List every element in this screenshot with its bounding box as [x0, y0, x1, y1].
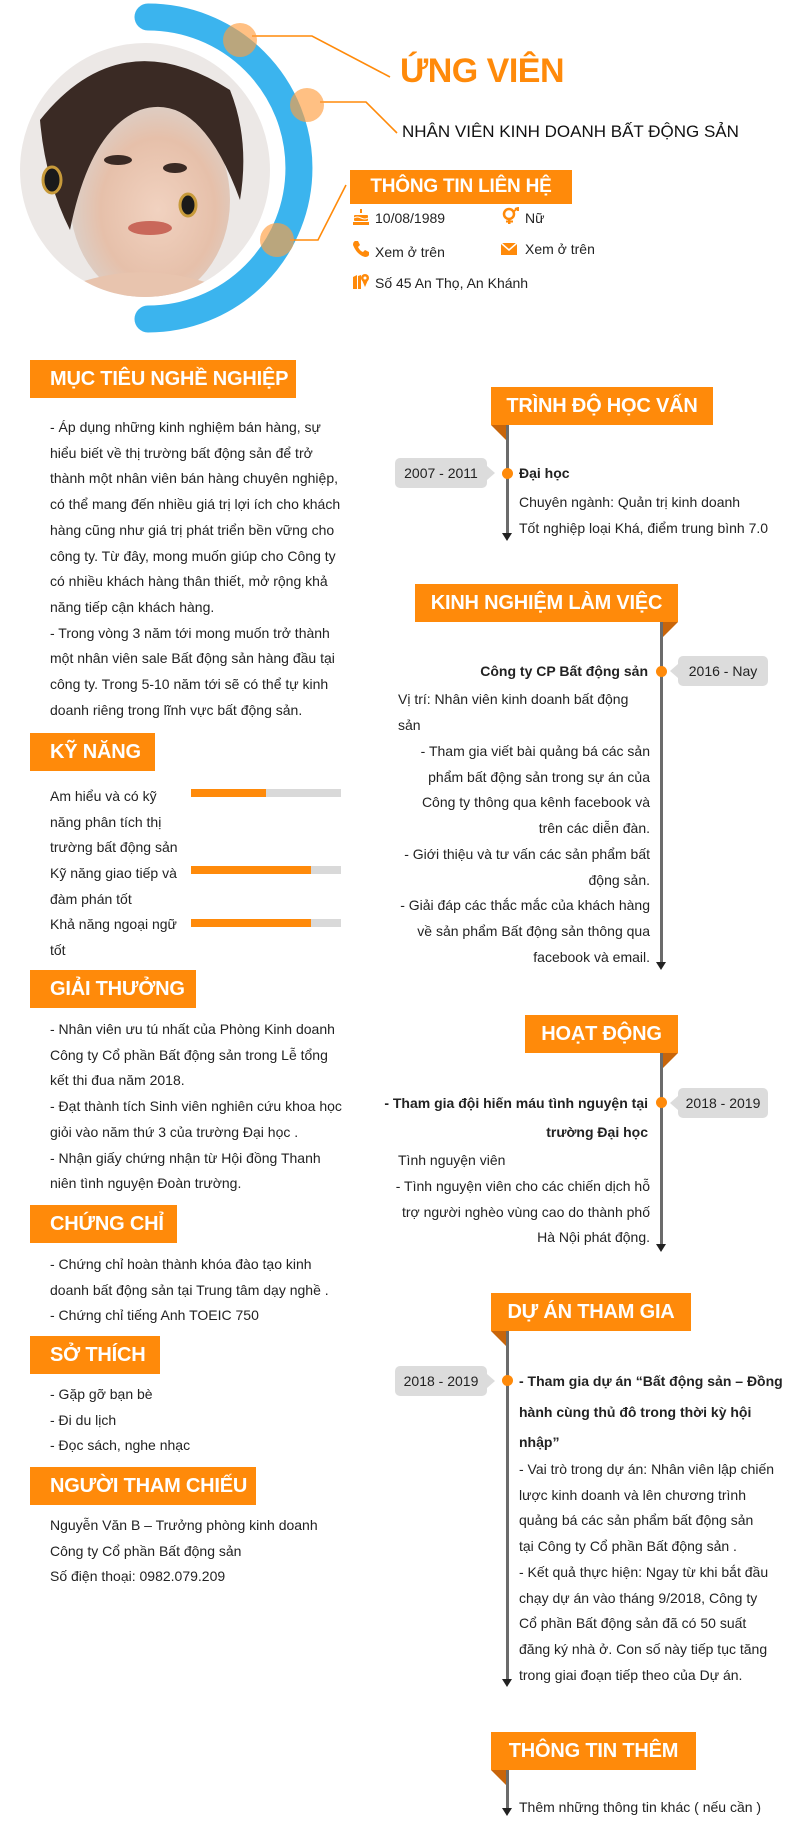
timeline-arrow	[502, 1808, 512, 1816]
section-title-skills: KỸ NĂNG	[30, 733, 155, 771]
gender-value: Nữ	[525, 210, 545, 226]
projects-period: 2018 - 2019	[395, 1366, 487, 1396]
activities-detail: - Tình nguyện viên cho các chiến dịch hỗ trợ người nghèo vùng cao do thành phố Hà Nội phát động.	[395, 1178, 650, 1246]
education-school: Đại học	[519, 465, 570, 481]
envelope-icon	[500, 240, 518, 258]
timeline-arrow	[656, 962, 666, 970]
candidate-name: ỨNG VIÊN	[400, 52, 565, 90]
timeline-dot	[502, 1375, 513, 1386]
activities-role: Tình nguyện viên	[398, 1152, 506, 1168]
projects-detail: - Vai trò trong dự án: Nhân viên lập chiến lược kinh doanh và lên chương trình quảng bá các sản phẩm bất động sản tại Công ty Cổ phần Bất động sản . - Kết quả thực hiện: Ngay từ khi bắt đầu chạy dự án vào tháng 9/2018, Công ty Cổ phần Bất động sản đã có 50 suất đăng ký nhà ở. Con số này tiếp tục tăng trong giai đoạn tiếp theo của Dự án.	[519, 1461, 775, 1683]
candidate-position: NHÂN VIÊN KINH DOANH BẤT ĐỘNG SẢN	[402, 122, 739, 141]
objective-text: - Áp dụng những kinh nghiệm bán hàng, sự hiểu biết về thị trường bất động sản để trở thành một nhân viên bán hàng chuyên nghiệp, có thể mang đến nhiều giá trị lợi ích cho khách hàng cũng như giá trị phát triển bền vững cho công ty. Từ đây, mong muốn giúp cho Công ty có nhiều khách hàng thân thiết, mở rộng khả năng tiếp cận khách hàng. - Trong vòng 3 năm tới mong muốn trở thành một nhân viên sale Bất động sản hàng đầu tại công ty. Trong 5-10 năm tới sẽ có thể tự kinh doanh riêng trong lĩnh vực bất động sản.	[50, 419, 341, 718]
section-title-hobbies: SỞ THÍCH	[30, 1336, 160, 1374]
education-detail: Chuyên ngành: Quản trị kinh doanh	[519, 494, 741, 510]
email-value: Xem ở trên	[525, 241, 595, 257]
skill-level-bar	[191, 789, 341, 797]
section-title-projects: DỰ ÁN THAM GIA	[491, 1293, 691, 1331]
timeline-line	[506, 425, 509, 535]
skill-item: Am hiểu và có kỹ năng phân tích thị trường bất động sản	[50, 788, 178, 856]
skill-item: Khả năng ngoại ngữ tốt	[50, 916, 177, 958]
timeline-dot	[502, 468, 513, 479]
experience-duties: - Tham gia viết bài quảng bá các sản phẩm bất động sản trong sự án của Công ty thông qua kênh facebook và trên các diễn đàn. - Giới thiệu và tư vấn các sản phẩm bất động sản. - Giải đáp các thắc mắc của khách hàng về sản phẩm Bất động sản thông qua facebook và email.	[400, 743, 650, 965]
section-title-objective: MỤC TIÊU NGHỀ NGHIỆP	[30, 360, 296, 398]
flag-notch	[491, 425, 507, 441]
skill-level-bar	[191, 919, 341, 927]
education-period: 2007 - 2011	[395, 458, 487, 488]
references-text: Nguyễn Văn B – Trưởng phòng kinh doanh Công ty Cổ phần Bất động sản Số điện thoại: 0982.079.209	[50, 1517, 318, 1585]
timeline-dot	[656, 1097, 667, 1108]
flag-notch	[491, 1770, 507, 1786]
hobbies-text: - Gặp gỡ bạn bè - Đi du lịch - Đọc sách, nghe nhạc	[50, 1386, 191, 1454]
birthday-cake-icon	[352, 208, 370, 226]
timeline-line	[506, 1770, 509, 1810]
section-title-experience: KINH NGHIỆM LÀM VIỆC	[415, 584, 678, 622]
awards-text: - Nhân viên ưu tú nhất của Phòng Kinh doanh Công ty Cổ phần Bất động sản trong Lễ tổng kết thi đua năm 2018. - Đạt thành tích Sinh viên nghiên cứu khoa học giỏi vào năm thứ 3 của trường Đại học . - Nhận giấy chứng nhận từ Hội đồng Thanh niên tình nguyện Đoàn trường.	[50, 1021, 342, 1192]
address-value: Số 45 An Thọ, An Khánh	[375, 275, 529, 291]
projects-headline: - Tham gia dự án “Bất động sản – Đồng hành cùng thủ đô trong thời kỳ hội nhập”	[519, 1373, 783, 1450]
section-title-contact: THÔNG TIN LIÊN HỆ	[350, 170, 572, 204]
extra-text: Thêm những thông tin khác ( nếu cần )	[519, 1799, 762, 1815]
phone-icon	[352, 240, 370, 258]
gender-icon	[502, 207, 520, 225]
section-title-awards: GIẢI THƯỞNG	[30, 970, 196, 1008]
skill-level-bar	[191, 866, 341, 874]
timeline-arrow	[502, 1679, 512, 1687]
timeline-arrow	[656, 1244, 666, 1252]
section-title-certificates: CHỨNG CHỈ	[30, 1205, 177, 1243]
birthday-value: 10/08/1989	[375, 210, 446, 226]
activities-headline: - Tham gia đội hiến máu tình nguyện tại trường Đại học	[384, 1095, 648, 1140]
flag-notch	[662, 622, 678, 638]
experience-position: Vị trí: Nhân viên kinh doanh bất động sản	[398, 691, 629, 733]
certificates-text: - Chứng chỉ hoàn thành khóa đào tạo kinh doanh bất động sản tại Trung tâm dạy nghề . - Chứng chỉ tiếng Anh TOEIC 750	[50, 1256, 329, 1324]
timeline-arrow	[502, 533, 512, 541]
flag-notch	[491, 1331, 507, 1347]
education-detail: Tốt nghiệp loại Khá, điểm trung bình 7.0	[519, 520, 769, 536]
experience-company: Công ty CP Bất động sản	[480, 663, 648, 679]
skill-item: Kỹ năng giao tiếp và đàm phán tốt	[50, 865, 177, 907]
section-title-activities: HOẠT ĐỘNG	[525, 1015, 678, 1053]
activities-period: 2018 - 2019	[678, 1088, 768, 1118]
timeline-line	[660, 1053, 663, 1246]
flag-notch	[662, 1053, 678, 1069]
timeline-dot	[656, 666, 667, 677]
phone-value: Xem ở trên	[375, 244, 445, 260]
section-title-references: NGƯỜI THAM CHIẾU	[30, 1467, 256, 1505]
section-title-extra: THÔNG TIN THÊM	[491, 1732, 696, 1770]
section-title-education: TRÌNH ĐỘ HỌC VẤN	[491, 387, 713, 425]
map-marker-icon	[352, 272, 370, 290]
experience-period: 2016 - Nay	[678, 656, 768, 686]
